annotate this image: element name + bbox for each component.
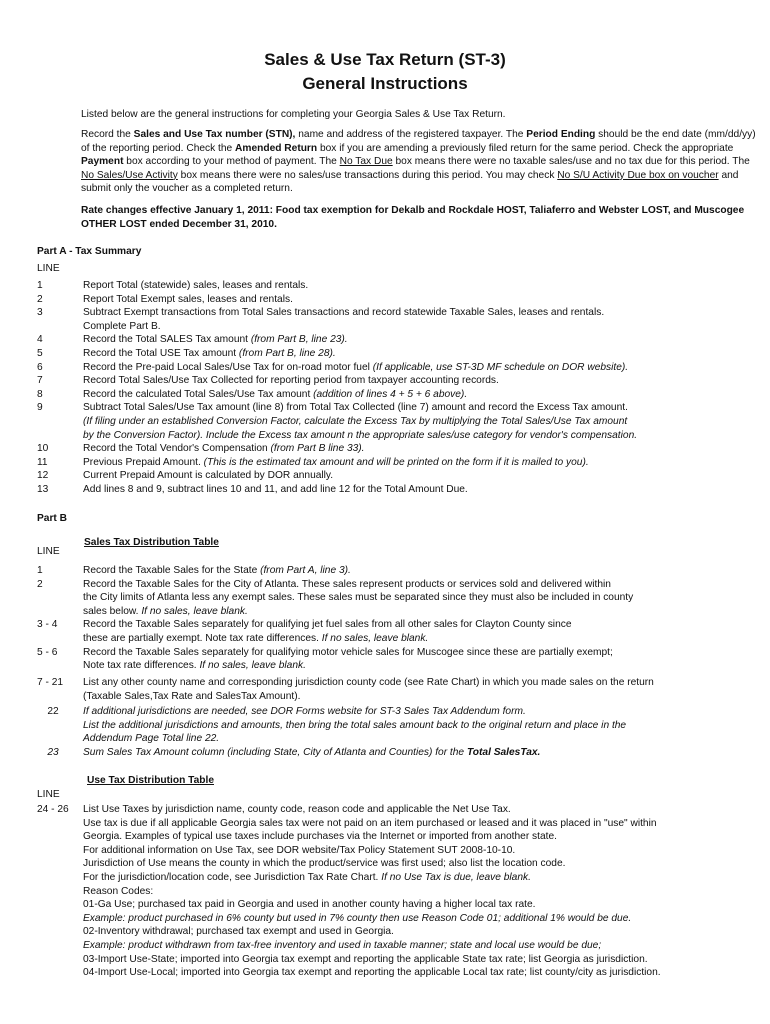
page: Sales & Use Tax Return (ST-3) General Instructions Listed below are the general instructions for completing your Georgia Sales & Use Tax Return. Record the Sales and Use Tax number (STN), name and address of the registered taxpayer. The Period Ending should be the end date (mm/dd/yy) of the reporting period. Check the Amended Return box if you are amending a previously filed return for the same period. Check the appropriate Payment box according to your method of payment. The No Tax Due box means there were no taxable sales/use and no tax due for this period. The No Sales/Use Activity box means there were no sales/use transactions during this period. You may check No S/U Activity Due box on voucher and submit only the voucher as a completed return. Rate changes effective January 1, 2011: Food tax exemption for Dekalb and Rockdale HOST, Taliaferro and Webster LOST, and Muscogee OTHER LOST ended December 31, 2010. Part A - Tax Summary LINE 1 Report Total (statewide) sales, leases and rentals. 2 Report Total Exempt sales, leases and rentals. 3 Subtract Exempt transactions from Total Sales transactions and record statewide Taxable Sales, leases and rentals. Complete Part B. 4 Record the Total SALES Tax amount (from Part B, line 23). 5 Record the Total USE Tax amount (from Part B, line 28). 6 Record the Pre-paid Local Sales/Use Tax for on-road motor fuel (If applicable, use ST-3D MF schedule on DOR website). 7 Record Total Sales/Use Tax Collected for reporting period from taxpayer accounting records. 8 Record the calculated Total Sales/Use Tax amount (addition of lines 4 + 5 + 6 above). 9 Subtract Total Sales/Use Tax amount (line 8) from Total Tax Collected (line 7) amount and record the Excess Tax amount. (If filing under an established Conversion Factor, calculate the Excess Tax by multiplying the Total Sales/Use Tax amount by the Conversion Factor). Include the Excess tax amount n the appropriate sales/use category for vendor's compensation. 10 Record the Total Vendor's Compensation (from Part B line 33). 11 Previous Prepaid Amount. (This is the estimated tax amount and will be printed on the form if it is mailed to you). 12 Current Prepaid Amount is calculated by DOR annually. 13 Add lines 8 and 9, subtract lines 10 and 11, and add line 12 for the Total Amount Due. Part B Sales Tax Distribution Table LINE 1 Record the Taxable Sales for the State (from Part A, line 3). 2 Record the Taxable Sales for the City of Atlanta. These sales represent products or services sold and delivered within the City limits of Atlanta less any exempt sales. These sales must be separated since they must also be included in county sales below. If no sales, leave blank. 3 - 4 Record the Taxable Sales separately for qualifying jet fuel sales from all other sales for Clayton County since these are partially exempt. Note tax rate differences. If no sales, leave blank. 5 - 6 Record the Taxable Sales separately for qualifying motor vehicle sales for Muscogee since these are partially exempt; Note tax rate differences. If no sales, leave blank. 7 - 21 List any other county name and corresponding jurisdiction county code (see Rate Chart) in which you made sales on the return (Taxable Sales,Tax Rate and SalesTax Amount). 22 If additional jurisdictions are needed, see DOR Forms website for ST-3 Sales Tax Addendum form. List the additional jurisdictions and amounts, then bring the total sales amount back to the original return and place in the Addendum Page Total line 22. 23 Sum Sales Tax Amount column (including State, City of Atlanta and Counties) for the Total SalesTax. Use Tax Distribution Table LINE 24 - 26 List Use Taxes by jurisdiction name, county code, reason code and applicable the Net Use Tax. Use tax is due if all applicable Georgia sales tax were not paid on an item purchased or leased and it was placed in "use" within Georgia. Examples of typical use taxes include purchases via the Internet or imported from another state. For additional information on Use Tax, see DOR website/Tax Policy Statement SUT 2008-10-10. Jurisdiction of Use means the county in which the product/service was first used; also list the location code. For the jurisdiction/location code, see Jurisdiction Tax Rate Chart. If no Use Tax is due, leave blank. Reason Codes: 01-Ga Use; purchased tax paid in Georgia and used in another county having a higher local tax rate. Example: product purchased in 6% county but used in 7% county then use Reason Code 01; additional 1% would be due. 02-Inventory withdrawal; purchased tax exempt and used in Georgia. Example: product withdrawn from tax-free inventory and used in taxable manner; state and local use would be due; 03-Import Use-State; imported into Georgia tax exempt and reporting the applicable State tax rate; list Georgia as jurisdiction. 04-Import Use-Local; imported into Georgia tax exempt and reporting the applicable Local tax rate; list county/city as jurisdiction. (0, 0, 770, 1024)
record-paragraph: Record the Sales and Use Tax number (STN), name and address of the registered taxpayer. The Period Ending should be the end date (mm/dd/yy) of the reporting period. Check the Amended Return box if you are amending a previously filed return for the same period. Check the appropriate Payment box according to your method of payment. The No Tax Due box means there were no taxable sales/use and no tax due for this period. The No Sales/Use Activity box means there were no sales/use transactions during this period. You may check No S/U Activity Due box on voucher and submit only the voucher as a completed return. (81, 129, 756, 195)
part-b-heading: Part B (37, 513, 68, 524)
rate-change-notice: Rate changes effective January 1, 2011: Food tax exemption for Dekalb and Rockdale HOST, Taliaferro and Webster LOST, and Muscogee OTHER LOST ended December 31, 2010. (81, 205, 745, 230)
part-a-heading: Part A - Tax Summary (37, 246, 142, 257)
intro-text: Listed below are the general instructions for completing your Georgia Sales & Use Tax Return. (81, 109, 506, 120)
use-tax-table-heading: Use Tax Distribution Table (87, 775, 214, 786)
page-subtitle: General Instructions (302, 74, 468, 93)
use-tax-line-label: LINE (37, 789, 60, 800)
sales-tax-table-heading: Sales Tax Distribution Table (84, 537, 219, 548)
page-title: Sales & Use Tax Return (ST-3) (264, 50, 506, 69)
part-b-line-label: LINE (37, 546, 60, 557)
part-a-line-label: LINE (37, 263, 60, 274)
